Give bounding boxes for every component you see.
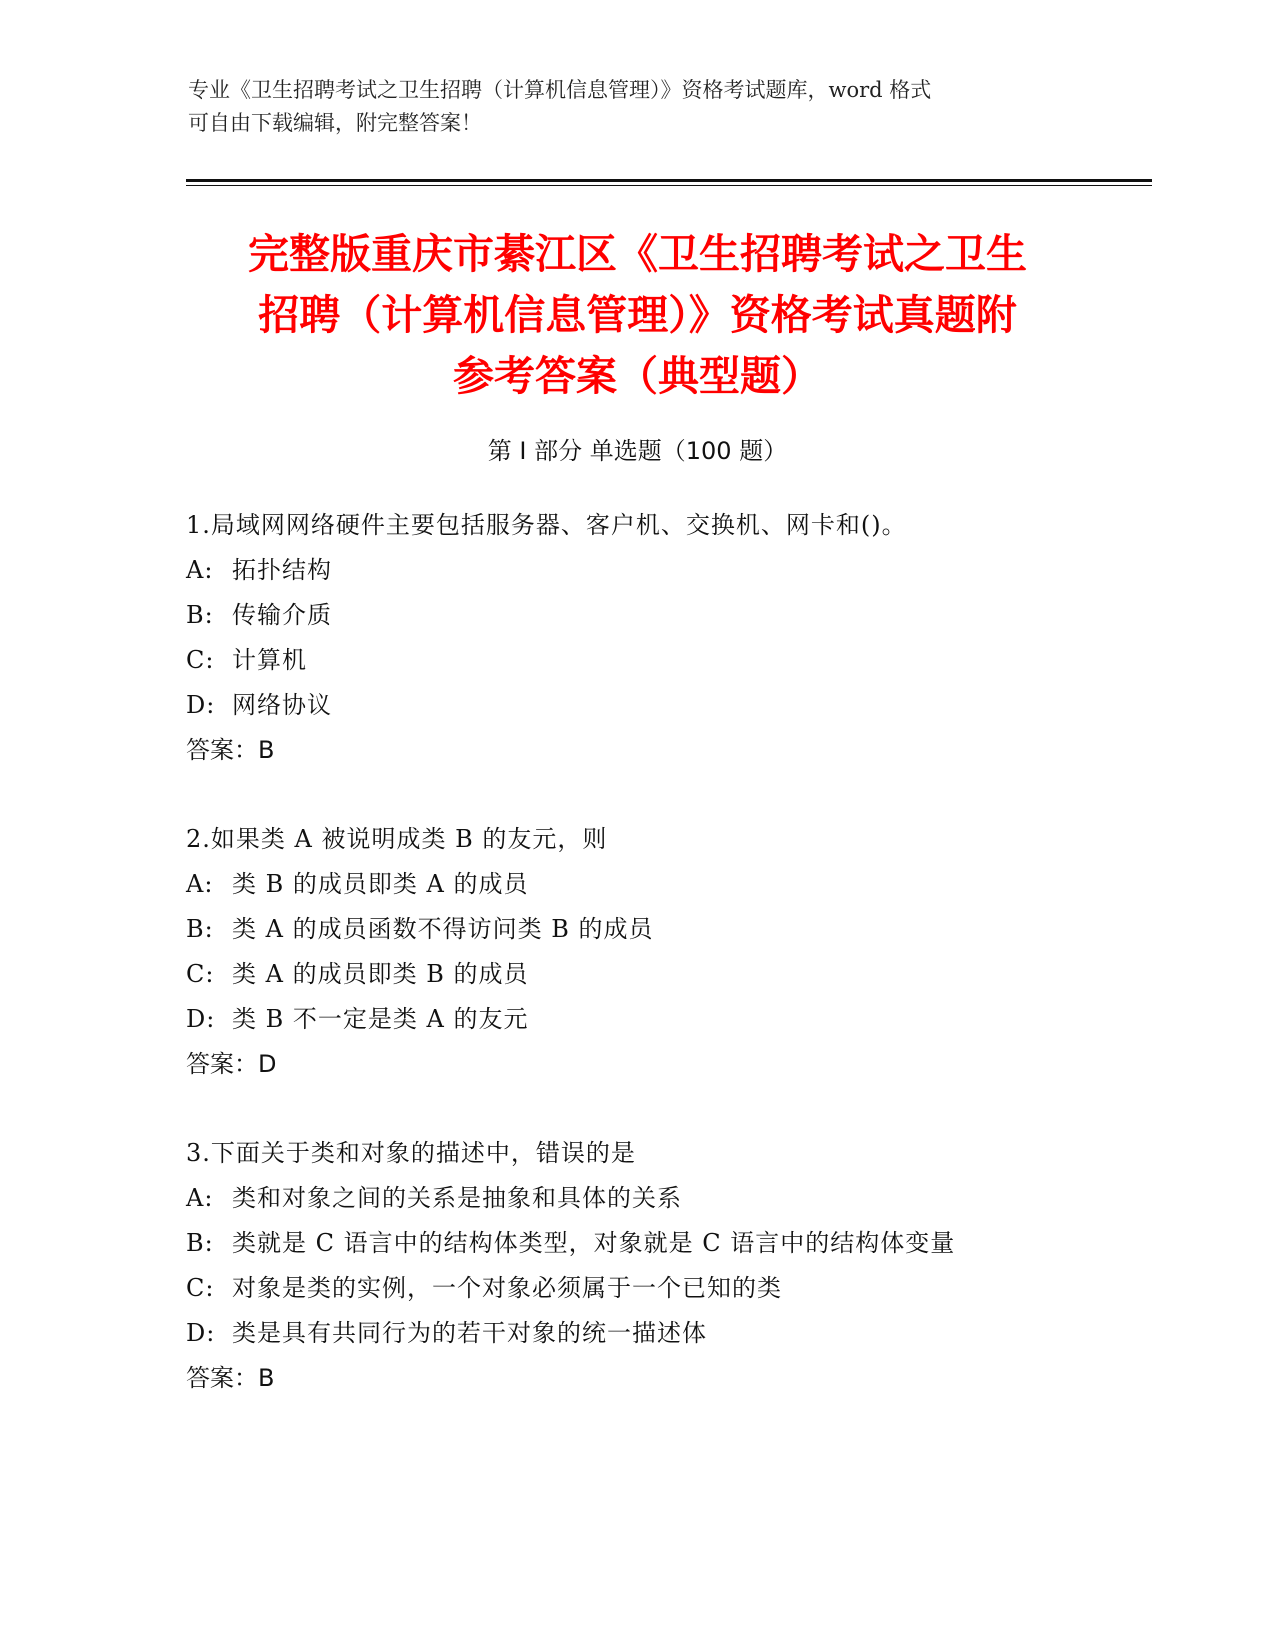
header-note bbox=[188, 74, 1068, 140]
option-a bbox=[186, 862, 1086, 907]
option-d bbox=[186, 997, 1086, 1042]
header-note-line-1: 专业《卫生招聘考试之卫生招聘（计算机信息管理）》资格考试题库，word 格式 bbox=[188, 78, 932, 102]
document-title-line-2: 招聘（计算机信息管理）》资格考试真题附 bbox=[258, 291, 1017, 339]
option-text: 类是具有共同行为的若干对象的统一描述体 bbox=[232, 1319, 707, 1347]
header-divider-thick bbox=[186, 179, 1152, 182]
question-1 bbox=[186, 503, 1086, 773]
option-letter: D: bbox=[186, 691, 216, 719]
answer: 答案：B bbox=[186, 736, 275, 764]
document-title-line-3: 参考答案（典型题） bbox=[453, 352, 822, 400]
question-stem: 2.如果类 A 被说明成类 B 的友元，则 bbox=[186, 825, 608, 853]
document-title-line-1: 完整版重庆市綦江区《卫生招聘考试之卫生 bbox=[248, 230, 1027, 278]
option-b bbox=[186, 1221, 1086, 1266]
option-c bbox=[186, 638, 1086, 683]
option-text: 类就是 C 语言中的结构体类型，对象就是 C 语言中的结构体变量 bbox=[232, 1229, 956, 1257]
question-3 bbox=[186, 1131, 1086, 1401]
option-letter: D: bbox=[186, 1319, 216, 1347]
option-a bbox=[186, 1176, 1086, 1221]
option-c bbox=[186, 1266, 1086, 1311]
option-letter: B: bbox=[186, 601, 214, 629]
answer: 答案：B bbox=[186, 1364, 275, 1392]
option-text: 传输介质 bbox=[232, 601, 332, 629]
option-letter: C: bbox=[186, 646, 215, 674]
question-2 bbox=[186, 817, 1086, 1087]
option-text: 类 B 的成员即类 A 的成员 bbox=[232, 870, 529, 898]
option-letter: B: bbox=[186, 1229, 214, 1257]
option-letter: A: bbox=[186, 870, 214, 898]
option-c bbox=[186, 952, 1086, 997]
option-b bbox=[186, 593, 1086, 638]
option-text: 类 B 不一定是类 A 的友元 bbox=[232, 1005, 529, 1033]
option-text: 网络协议 bbox=[232, 691, 332, 719]
option-letter: B: bbox=[186, 915, 214, 943]
option-text: 类 A 的成员函数不得访问类 B 的成员 bbox=[232, 915, 654, 943]
option-text: 对象是类的实例，一个对象必须属于一个已知的类 bbox=[232, 1274, 782, 1302]
option-d bbox=[186, 1311, 1086, 1356]
option-letter: C: bbox=[186, 960, 215, 988]
option-text: 拓扑结构 bbox=[232, 556, 332, 584]
section-heading: 第 I 部分 单选题（100 题） bbox=[487, 437, 788, 465]
question-stem: 3.下面关于类和对象的描述中，错误的是 bbox=[186, 1139, 636, 1167]
answer: 答案：D bbox=[186, 1050, 277, 1078]
option-letter: A: bbox=[186, 556, 214, 584]
header-note-line-2: 可自由下载编辑，附完整答案！ bbox=[188, 111, 482, 135]
option-letter: D: bbox=[186, 1005, 216, 1033]
option-b bbox=[186, 907, 1086, 952]
question-stem: 1.局域网网络硬件主要包括服务器、客户机、交换机、网卡和()。 bbox=[186, 511, 907, 539]
option-letter: A: bbox=[186, 1184, 214, 1212]
option-a bbox=[186, 548, 1086, 593]
document-title bbox=[150, 224, 1125, 407]
option-d bbox=[186, 683, 1086, 728]
option-text: 计算机 bbox=[232, 646, 307, 674]
option-text: 类 A 的成员即类 B 的成员 bbox=[232, 960, 529, 988]
option-text: 类和对象之间的关系是抽象和具体的关系 bbox=[232, 1184, 682, 1212]
option-letter: C: bbox=[186, 1274, 215, 1302]
header-divider-thin bbox=[186, 185, 1152, 186]
